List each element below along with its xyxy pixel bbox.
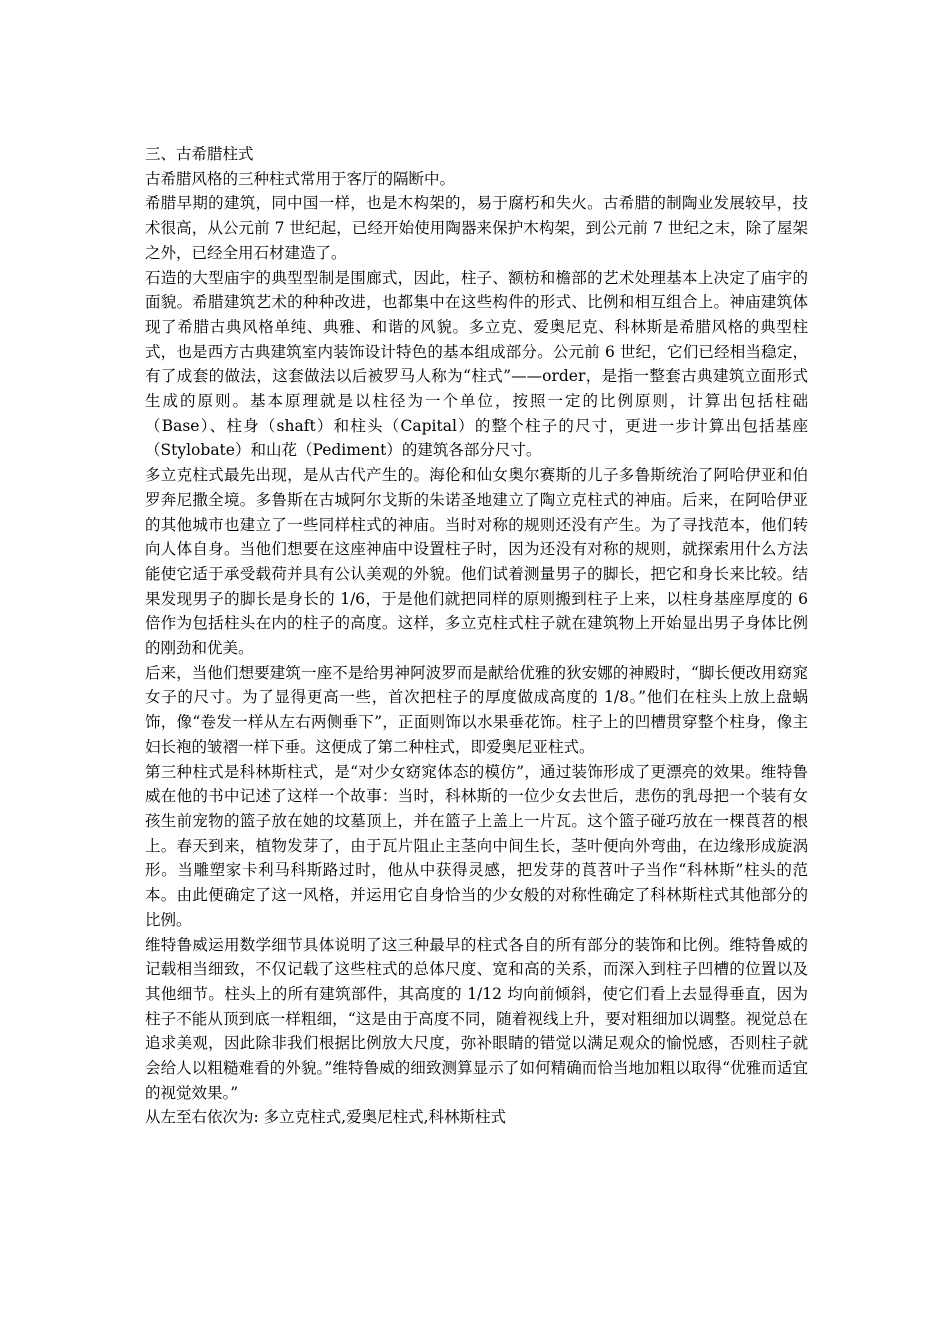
paragraph-temple-orders: 石造的大型庙宇的典型型制是围廊式，因此，柱子、额枋和檐部的艺术处理基本上决定了庙宇的面貌。希腊建筑艺术的种种改进，也都集中在这些构件的形式、比例和相互组合上。神庙建筑体现了希腊古典风格单纯、典雅、和谐的风貌。多立克、爱奥尼克、科林斯是希腊风格的典型柱式，也是西方古典建筑室内装饰设计特色的基本组成部分。公元前 6 世纪，它们已经相当稳定，有了成套的做法，这套做法以后被罗马人称为“柱式”——order，是指一整套古典建筑立面形式生成的原则。基本原理就是以柱径为一个单位，按照一定的比例原则，计算出包括柱础（Base）、柱身（shaft）和柱头（Capital）的整个柱子的尺寸，更进一步计算出包括基座（Stylobate）和山花（Pediment）的建筑各部分尺寸。 — [145, 268, 808, 460]
paragraph-early-architecture: 希腊早期的建筑，同中国一样，也是木构架的，易于腐朽和失火。古希腊的制陶业发展较早，技术很高，从公元前 7 世纪起，已经开始使用陶器来保护木构架，到公元前 7 世纪之末，除了屋架之外，已经全用石材建造了。 — [145, 194, 808, 262]
paragraph-corinthian-order: 第三种柱式是科林斯柱式，是“对少女窈窕体态的模仿”，通过装饰形成了更漂亮的效果。维特鲁威在他的书中记述了这样一个故事：当时，科林斯的一位少女去世后，悲伤的乳母把一个装有女孩生前宠物的篮子放在她的坟墓顶上，并在篮子上盖上一片瓦。这个篮子碰巧放在一棵莨苕的根上。春天到来，植物发芽了，由于瓦片阻止主茎向中间生长，茎叶便向外弯曲，在边缘形成旋涡形。当雕塑家卡利马科斯路过时，他从中获得灵感，把发芽的莨苕叶子当作“科林斯”柱头的范本。由此便确定了这一风格，并运用它自身恰当的少女般的对称性确定了科林斯柱式其他部分的比例。 — [145, 762, 808, 929]
paragraph-intro: 古希腊风格的三种柱式常用于客厅的隔断中。 — [145, 169, 456, 188]
paragraph-ionic-order: 后来，当他们想要建筑一座不是给男神阿波罗而是献给优雅的狄安娜的神殿时，“脚长便改用窈窕女子的尺寸。为了显得更高一些，首次把柱子的厚度做成高度的 1/8。”他们在柱头上放上盘蜗饰，像“卷发一样从左右两侧垂下”，正面则饰以水果垂花饰。柱子上的凹槽贯穿整个柱身，像主妇长袍的皱褶一样下垂。这便成了第二种柱式，即爱奥尼亚柱式。 — [145, 663, 808, 756]
paragraph-doric-order: 多立克柱式最先出现，是从古代产生的。海伦和仙女奥尔赛斯的儿子多鲁斯统治了阿哈伊亚和伯罗奔尼撒全境。多鲁斯在古城阿尔戈斯的朱诺圣地建立了陶立克柱式的神庙。后来，在阿哈伊亚的其他城市也建立了一些同样柱式的神庙。当时对称的规则还没有产生。为了寻找范本，他们转向人体自身。当他们想要在这座神庙中设置柱子时，因为还没有对称的规则，就探索用什么方法能使它适于承受载荷并具有公认美观的外貌。他们试着测量男子的脚长，把它和身长来比较。结果发现男子的脚长是身长的 1/6，于是他们就把同样的原则搬到柱子上来，以柱身基座厚度的 6 倍作为包括柱头在内的柱子的高度。这样，多立克柱式柱子就在建筑物上开始显出男子身体比例的刚劲和优美。 — [145, 466, 808, 658]
paragraph-vitruvius: 维特鲁威运用数学细节具体说明了这三种最早的柱式各自的所有部分的装饰和比例。维特鲁威的记载相当细致，不仅记载了这些柱式的总体尺度、宽和高的关系，而深入到柱子凹槽的位置以及其他细节。柱头上的所有建筑部件，其高度的 1/12 均向前倾斜，使它们看上去显得垂直，因为柱子不能从顶到底一样粗细，“这是由于高度不同，随着视线上升，要对粗细加以调整。视觉总在追求美观，因此除非我们根据比例放大尺度，弥补眼睛的错觉以满足观众的愉悦感，否则柱子就会给人以粗糙难看的外貌。”维特鲁威的细致测算显示了如何精确而恰当地加粗以取得“优雅而适宜的视觉效果。” — [145, 935, 808, 1102]
paragraph-caption: 从左至右依次为: 多立克柱式,爱奥尼柱式,科林斯柱式 — [145, 1108, 507, 1127]
section-heading: 三、古希腊柱式 — [145, 145, 254, 163]
document-body — [145, 142, 808, 1130]
